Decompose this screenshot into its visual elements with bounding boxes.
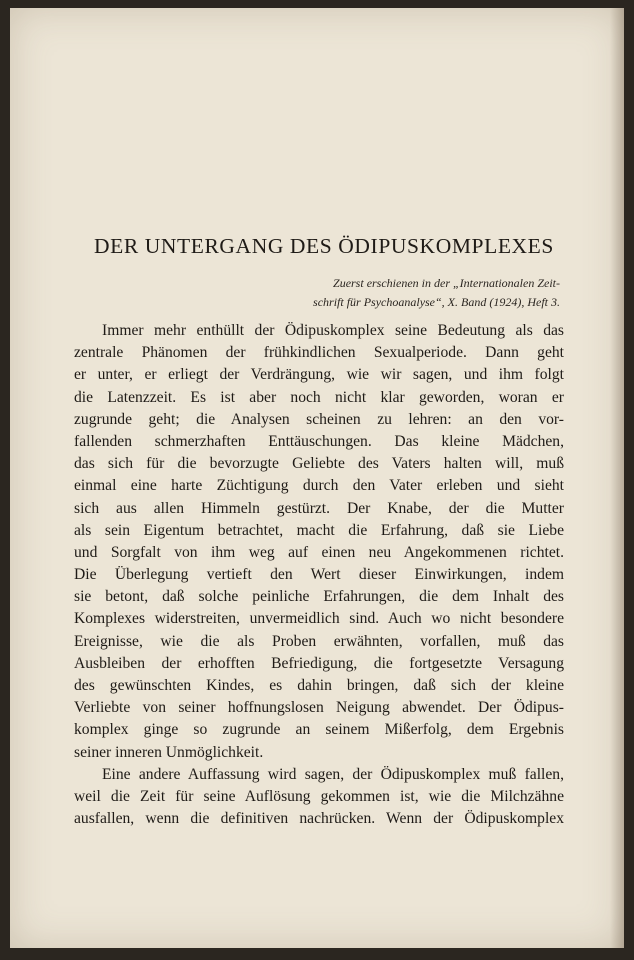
text-line: die Latenzzeit. Es ist aber noch nicht klar geworden, woran er <box>74 388 564 406</box>
page-edge-shadow <box>610 8 624 948</box>
text-line: Immer mehr enthüllt der Ödipuskomplex seine Bedeutung als das <box>102 322 564 339</box>
source-note-line: schrift für Psychoanalyse“, X. Band (1924), Heft 3. <box>313 295 560 309</box>
book-page <box>10 8 624 948</box>
text-line: zugrunde geht; die Analysen scheinen zu lehren: an den vor- <box>74 410 564 428</box>
text-line: sich aus allen Himmeln gestürzt. Der Knabe, der die Mutter <box>74 499 564 517</box>
body-text <box>74 320 564 830</box>
text-line: komplex ginge so zugrunde an seinem Mißerfolg, dem Ergebnis <box>74 721 564 739</box>
source-note <box>313 274 560 312</box>
text-line: seiner inneren Unmöglichkeit. <box>74 743 264 761</box>
text-line: Ausbleiben der erhofften Befriedigung, die fortgesetzte Versagung <box>74 654 564 672</box>
text-line: Verliebte von seiner hoffnungslosen Neigung abwendet. Der Ödipus- <box>74 699 564 717</box>
text-line: ausfallen, wenn die definitiven nachrücken. Wenn der Ödipuskomplex <box>74 810 564 828</box>
text-line: sie betont, daß solche peinliche Erfahrungen, die dem Inhalt des <box>74 588 564 606</box>
source-note-line: Zuerst erschienen in der „Internationalen Zeit- <box>333 276 560 290</box>
text-line: und Sorgfalt von ihm weg auf einen neu Angekommenen richtet. <box>74 543 564 561</box>
text-line: einmal eine harte Züchtigung durch den Vater erleben und sieht <box>74 477 564 495</box>
text-line: fallenden schmerzhaften Enttäuschungen. Das kleine Mädchen, <box>74 432 564 450</box>
text-line: das sich für die bevorzugte Geliebte des Vaters halten will, muß <box>74 455 564 473</box>
text-line: weil die Zeit für seine Auflösung gekommen ist, wie die Milchzähne <box>74 787 564 805</box>
chapter-title: DER UNTERGANG DES ÖDIPUSKOMPLEXES <box>94 234 554 258</box>
text-line: er unter, er erliegt der Verdrängung, wie wir sagen, und ihm folgt <box>74 366 564 384</box>
text-line: Eine andere Auffassung wird sagen, der Ödipuskomplex muß fallen, <box>102 765 564 783</box>
text-line: Ereignisse, wie die als Proben erwähnten, vorfallen, muß das <box>74 632 564 650</box>
text-line: zentrale Phänomen der frühkindlichen Sexualperiode. Dann geht <box>74 344 564 362</box>
text-line: des gewünschten Kindes, es dahin bringen, daß sich der kleine <box>74 677 564 694</box>
text-line: Komplexes widerstreiten, unvermeidlich sind. Auch wo nicht besondere <box>74 610 564 628</box>
text-line: Die Überlegung vertieft den Wert dieser Einwirkungen, indem <box>74 566 564 584</box>
text-line: als sein Eigentum betrachtet, macht die Erfahrung, daß sie Liebe <box>74 521 564 539</box>
